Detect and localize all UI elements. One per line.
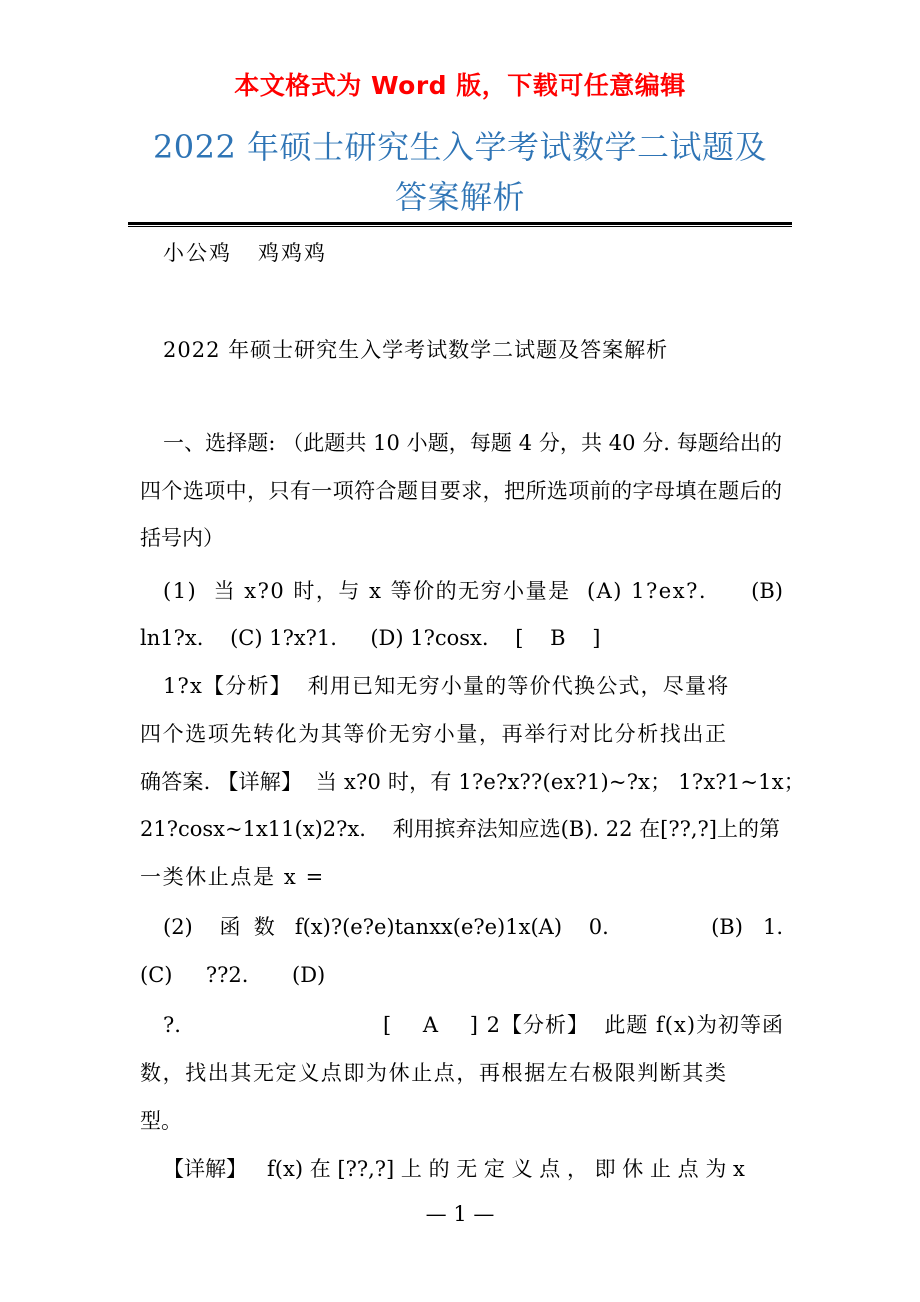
q2-line-1 xyxy=(163,910,783,944)
author-first: 小公鸡 xyxy=(163,241,232,265)
q1-option-b-label: (B) xyxy=(751,579,783,603)
editable-word-banner: 本文格式为 Word 版，下载可任意编辑 xyxy=(234,71,686,100)
q1-stem: (1) 当 x?0 时，与 x 等价的无穷小量是 (A) 1?ex?. xyxy=(163,579,708,603)
q1-analysis-line-4: 21?cosx~1x11(x)2?x. 利用摈弃法知应选(B). 22 在[??,?]上的第 xyxy=(140,817,780,841)
q1-line-2: ln1?x. (C) 1?x?1. (D) 1?cosx. [ B ] xyxy=(140,626,601,650)
q1-analysis-line-2: 四个选项先转化为其等价无穷小量，再举行对比分析找出正 xyxy=(140,722,728,746)
q2-option-b: (B) 1. xyxy=(711,915,783,939)
q1-analysis-line-5: 一类休止点是 x = xyxy=(140,865,325,889)
q2-analysis-line-2: 数，找出其无定义点即为休止点，再根据左右极限判断其类 xyxy=(140,1061,728,1085)
header-divider-thin xyxy=(128,226,792,227)
q2-line-2 xyxy=(140,958,782,992)
header-divider xyxy=(128,222,792,225)
document-subtitle: 2022 年硕士研究生入学考试数学二试题及答案解析 xyxy=(163,338,669,362)
q2-answer-analysis: [ A ] 2【分析】 此题 f(x)为初等函 xyxy=(383,1013,785,1037)
q2-option-c: (C) ??2. xyxy=(140,963,249,987)
q2-line-3 xyxy=(163,1008,783,1042)
q2-option-d-value: ?. xyxy=(163,1013,181,1037)
page-number: — 1 — xyxy=(425,1202,495,1226)
author-line xyxy=(163,236,327,270)
author-second: 鸡鸡鸡 xyxy=(258,241,327,265)
q2-detail-line-1: 【详解】 f(x) 在 [??,?] 上 的 无 定 义 点 ， 即 休 止 点 为 x xyxy=(163,1157,745,1181)
q2-stem: (2) 函 数 f(x)?(e?e)tanxx(e?e)1x(A) 0. xyxy=(163,915,609,939)
q2-option-d: (D) xyxy=(292,963,326,987)
title-line-2: 答案解析 xyxy=(394,178,525,216)
document-title xyxy=(130,122,790,222)
q1-analysis-line-3: 确答案. 【详解】 当 x?0 时，有 1?e?x??(ex?1)~?x； 1?x?1~1x； xyxy=(140,770,805,794)
q1-analysis-line-1: 1?x【分析】 利用已知无穷小量的等价代换公式，尽量将 xyxy=(163,674,730,698)
title-line-1: 2022 年硕士研究生入学考试数学二试题及 xyxy=(152,128,768,166)
q1-line-1 xyxy=(163,574,783,608)
section-intro: 一、选择题: （此题共 10 小题，每题 4 分，共 40 分. 每题给出的四个选项中，只有一项符合题目要求，把所选项前的字母填在题后的括号内） xyxy=(140,431,782,550)
q2-analysis-line-3: 型。 xyxy=(140,1109,182,1133)
